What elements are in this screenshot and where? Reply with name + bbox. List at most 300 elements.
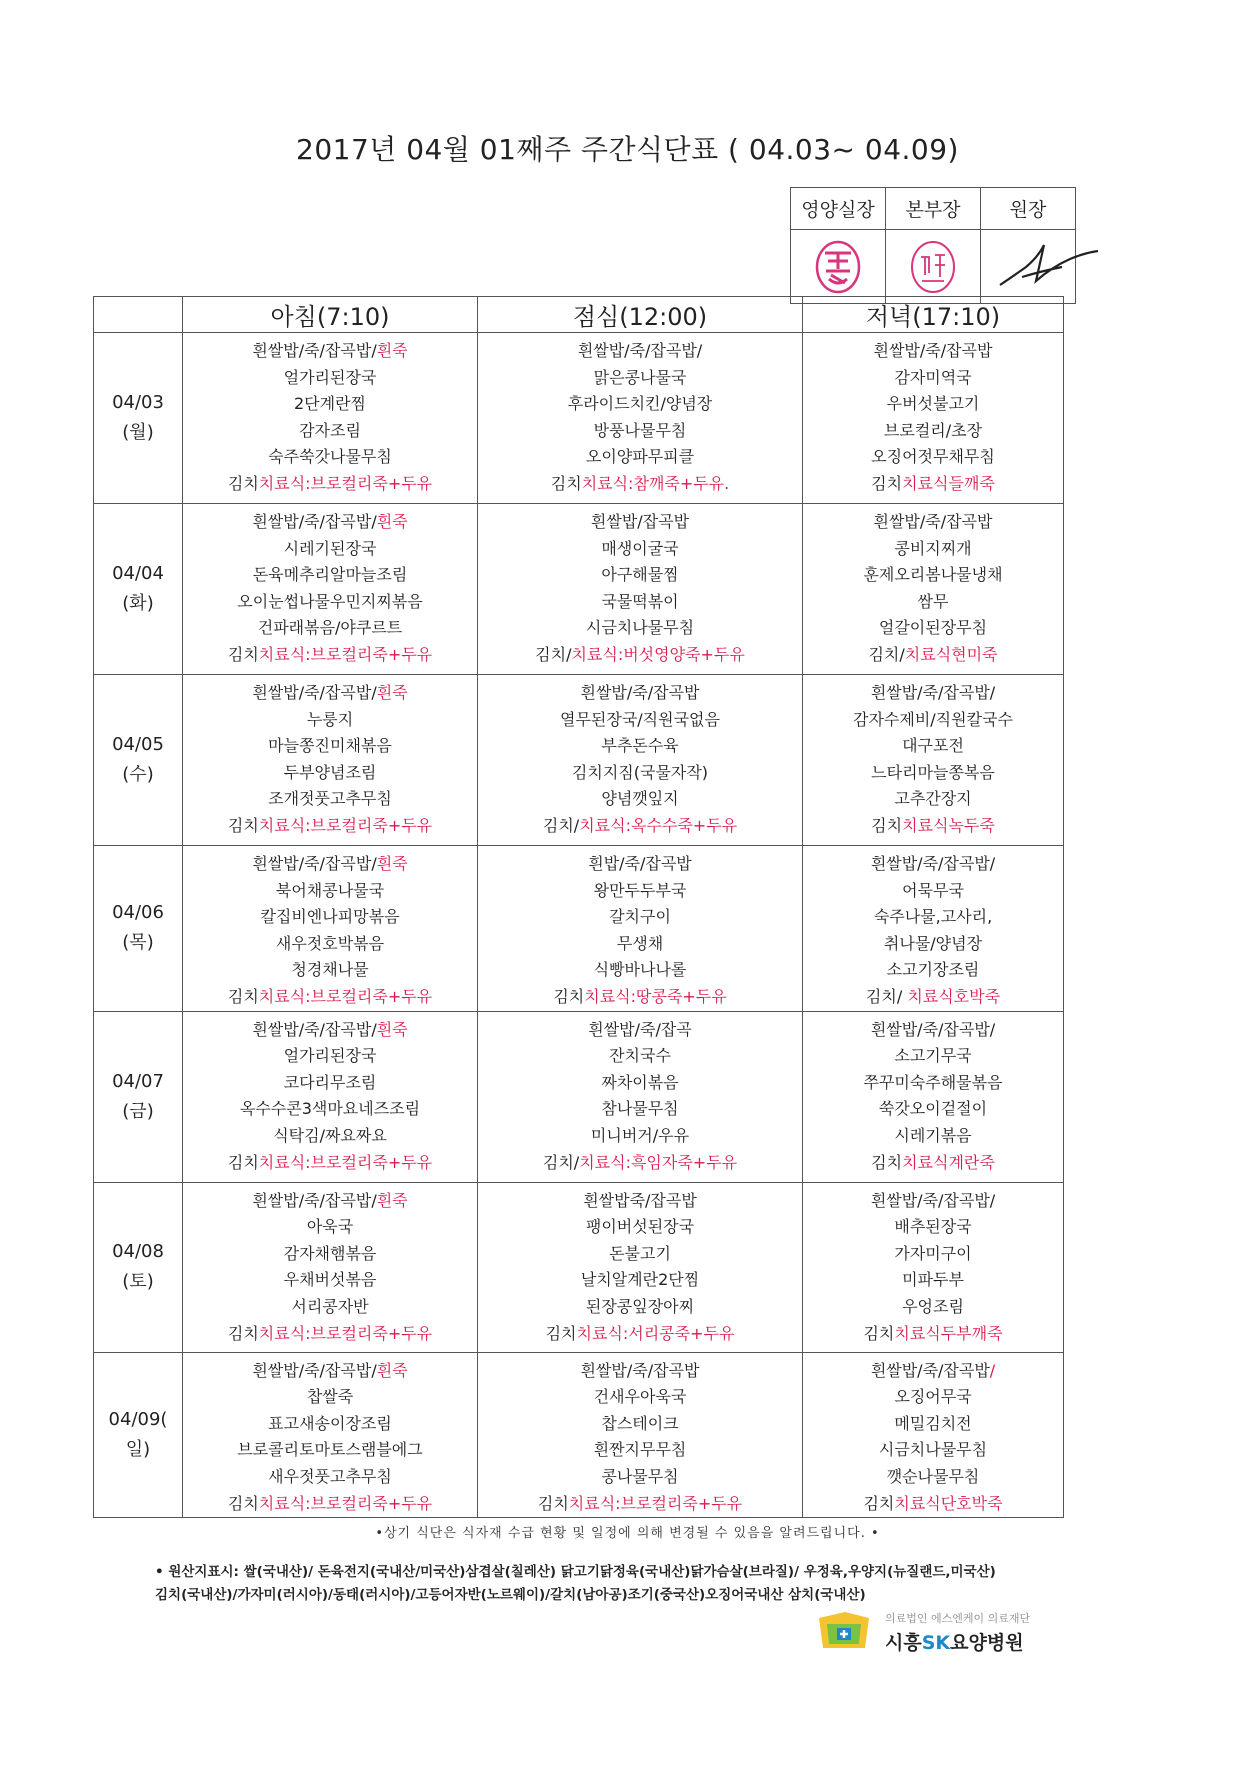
therapy-diet-text: 치료식:브로컬리죽+두유	[258, 815, 433, 835]
menu-item	[183, 1241, 477, 1268]
menu-item	[183, 1294, 477, 1321]
day-weekday: (토)	[122, 1271, 154, 1293]
therapy-diet-text: 치료식:서리콩죽+두유	[576, 1323, 735, 1343]
lunch-cell	[478, 846, 803, 1012]
menu-text: 김치	[553, 986, 585, 1006]
menu-item	[803, 615, 1063, 642]
menu-text: 2단계란찜	[293, 394, 366, 414]
menu-item	[478, 680, 802, 707]
menu-text: 짜차이볶음	[601, 1072, 679, 1092]
menu-text: 우채버섯볶음	[283, 1270, 377, 1290]
menu-text: 부추돈수육	[601, 736, 679, 756]
menu-item	[183, 786, 477, 813]
dinner-cell	[803, 1182, 1064, 1352]
menu-item	[803, 1241, 1063, 1268]
menu-item	[478, 1017, 802, 1044]
menu-item	[478, 1464, 802, 1491]
menu-item	[803, 957, 1063, 984]
menu-item	[478, 562, 802, 589]
menu-item	[803, 1294, 1063, 1321]
menu-text: 식탁김/짜요짜요	[273, 1125, 387, 1145]
therapy-diet-text: 흰죽	[376, 854, 408, 873]
menu-item	[183, 1214, 477, 1241]
dinner-cell	[803, 675, 1064, 846]
dinner-cell	[803, 1011, 1064, 1182]
day-date: 04/06	[112, 902, 164, 924]
breakfast-cell	[183, 1011, 478, 1182]
menu-text: 김치/	[542, 815, 580, 835]
menu-text: 찹스테이크	[601, 1413, 679, 1433]
menu-item	[803, 1411, 1063, 1438]
menu-change-notice: •상기 식단은 식자재 수급 현황 및 일정에 의해 변경될 수 있음을 알려드립니다. •	[375, 1526, 880, 1541]
day-date: 04/04	[112, 563, 164, 584]
menu-item	[803, 391, 1063, 418]
menu-text: 김치	[871, 473, 903, 493]
dinner-cell	[803, 504, 1064, 675]
therapy-diet-text: 치료식:흑임자죽+두유	[579, 1152, 738, 1172]
menu-text: 후라이드치킨/양념장	[567, 394, 713, 414]
menu-text: 맑은콩나물국	[593, 367, 687, 387]
menu-text: 참나물무침	[601, 1099, 679, 1119]
menu-item	[478, 733, 802, 760]
menu-text: 배추된장국	[894, 1217, 972, 1237]
dinner-cell	[803, 846, 1064, 1012]
approval-sign-head	[981, 230, 1076, 304]
menu-item	[478, 851, 802, 878]
menu-item	[183, 707, 477, 734]
menu-item	[803, 1188, 1063, 1215]
sk-logo-icon	[815, 1608, 873, 1654]
menu-item	[183, 1384, 477, 1411]
day-weekday: (월)	[122, 422, 154, 443]
table-row	[94, 1352, 1064, 1518]
therapy-diet-text: 치료식:브로컬리죽+두유	[258, 1493, 433, 1513]
menu-item	[478, 1150, 802, 1177]
menu-text: 누룽지	[306, 709, 354, 729]
menu-text: 소고기무국	[894, 1046, 972, 1066]
menu-item	[183, 589, 477, 616]
menu-text: 느타리마늘쫑복음	[871, 762, 995, 782]
menu-text: 흰쌀밥/죽/잡곡밥/	[252, 341, 377, 360]
menu-item	[478, 984, 802, 1011]
menu-item	[478, 904, 802, 931]
approval-header-head: 원장	[981, 188, 1076, 230]
menu-text: 흰쌀밥/죽/잡곡밥/	[252, 1360, 377, 1380]
menu-text: 미니버거/우유	[590, 1125, 690, 1145]
menu-item	[183, 1070, 477, 1097]
therapy-diet-text: 치료식호박죽	[907, 986, 1001, 1006]
day-date: 04/07	[112, 1070, 164, 1092]
therapy-diet-text: 치료식:브로컬리죽+두유	[568, 1493, 743, 1513]
menu-text: 얼갈이된장무침	[878, 618, 988, 638]
approval-box	[790, 187, 1076, 304]
menu-item	[803, 1267, 1063, 1294]
day-date: 04/03	[112, 392, 164, 413]
menu-text: 김치	[227, 1323, 259, 1343]
menu-text: 무생채	[616, 933, 664, 953]
menu-text: 김치	[871, 1152, 903, 1172]
menu-item	[803, 1437, 1063, 1464]
menu-text: 소고기장조림	[886, 960, 980, 980]
menu-item	[183, 1411, 477, 1438]
logo-hospital-name	[885, 1628, 1024, 1655]
menu-item	[183, 878, 477, 905]
menu-text: 흰쌀밥/죽/잡곡밥	[580, 683, 700, 702]
menu-text: 흰쌀밥/죽/잡곡밥/	[870, 683, 996, 702]
menu-text: 김치	[227, 1152, 259, 1172]
menu-text: 김치	[871, 815, 903, 835]
menu-text: 어묵무국	[902, 880, 964, 900]
menu-text: 김치/	[535, 644, 572, 664]
menu-text: 아욱국	[306, 1217, 354, 1237]
menu-item	[183, 1358, 477, 1385]
menu-item	[803, 589, 1063, 616]
menu-text: 왕만두두부국	[593, 880, 687, 900]
therapy-diet-text: 흰죽	[376, 683, 408, 702]
day-date-cell	[94, 1011, 183, 1182]
menu-item	[803, 786, 1063, 813]
menu-item	[478, 1384, 802, 1411]
lunch-cell	[478, 1352, 803, 1518]
therapy-diet-text: 치료식:옥수수죽+두유	[579, 815, 738, 835]
menu-text: 날치알계란2단찜	[580, 1270, 700, 1290]
menu-text: 두부양념조림	[283, 762, 377, 782]
menu-item	[183, 1267, 477, 1294]
breakfast-cell	[183, 675, 478, 846]
menu-item	[803, 707, 1063, 734]
menu-body	[94, 333, 1064, 1518]
menu-text: 흰쌀밥/죽/잡곡밥	[870, 1360, 990, 1380]
menu-item	[478, 444, 802, 471]
day-weekday: (목)	[122, 932, 154, 954]
menu-item	[183, 957, 477, 984]
header-breakfast: 아침(7:10)	[183, 297, 478, 333]
day-weekday: (화)	[122, 593, 154, 614]
therapy-diet-text: 치료식두부깨죽	[894, 1323, 1003, 1343]
menu-item	[803, 365, 1063, 392]
menu-text: 흰쌀밥/죽/잡곡밥/	[870, 1190, 996, 1210]
breakfast-cell	[183, 333, 478, 504]
menu-text: 팽이버섯된장국	[585, 1217, 695, 1237]
menu-item	[183, 904, 477, 931]
therapy-diet-text: 치료식현미죽	[904, 644, 998, 664]
breakfast-cell	[183, 1352, 478, 1518]
menu-item	[478, 589, 802, 616]
menu-item	[803, 536, 1063, 563]
menu-text: 흰쌀밥/죽/잡곡밥/	[252, 854, 377, 873]
menu-item	[803, 1384, 1063, 1411]
menu-text: 김치	[227, 1493, 259, 1513]
seal-stamp-nutrition	[813, 239, 863, 295]
menu-item	[183, 391, 477, 418]
menu-text: 숙주나물,고사리,	[873, 907, 993, 927]
menu-item	[478, 1188, 802, 1215]
approval-header-nutrition: 영양실장	[791, 188, 886, 230]
breakfast-cell	[183, 504, 478, 675]
menu-item	[478, 1358, 802, 1385]
menu-text: 김치	[227, 986, 259, 1006]
menu-item	[183, 984, 477, 1011]
menu-text: 매생이굴국	[601, 538, 679, 558]
menu-text: 콩나물무침	[601, 1466, 679, 1486]
menu-text: 흰짠지무무침	[593, 1440, 687, 1460]
therapy-diet-text: 치료식:브로컬리죽+두유	[258, 473, 433, 493]
table-row	[94, 846, 1064, 1012]
lunch-cell	[478, 333, 803, 504]
menu-item	[478, 1123, 802, 1150]
menu-text: 흰밥/죽/잡곡밥	[588, 854, 692, 873]
menu-item	[183, 338, 477, 365]
menu-item	[803, 1358, 1063, 1385]
menu-text: 오징어무국	[894, 1387, 972, 1407]
menu-item	[478, 1267, 802, 1294]
approval-sign-nutrition	[791, 230, 886, 304]
menu-text: 돈육메추리알마늘조림	[252, 565, 408, 585]
lunch-cell	[478, 1011, 803, 1182]
menu-item	[183, 642, 477, 669]
menu-text: 코다리무조림	[283, 1072, 377, 1092]
menu-item	[183, 1043, 477, 1070]
menu-text: 취나물/양념장	[883, 933, 983, 953]
origin-label-line1: • 원산지표시: 쌀(국내산)/ 돈육전지(국내산/미국산)삼겹살(칠레산) 닭고기닭정육(국내산)닭가슴살(브라질)/ 우정육,우양지(뉴질랜드,미국산)	[155, 1564, 996, 1580]
menu-text: 김치	[227, 815, 259, 835]
menu-item	[478, 1321, 802, 1348]
table-row	[94, 1011, 1064, 1182]
menu-text: 흰쌀밥/죽/잡곡밥	[873, 512, 993, 531]
menu-item	[183, 1491, 477, 1518]
menu-text: 메밀김치전	[894, 1413, 972, 1433]
menu-item	[183, 931, 477, 958]
menu-item	[183, 1150, 477, 1177]
menu-text: 쑥갓오이겉절이	[878, 1099, 988, 1119]
menu-item	[478, 391, 802, 418]
menu-item	[478, 760, 802, 787]
menu-item	[183, 615, 477, 642]
menu-text: 감자조림	[299, 420, 361, 440]
day-date: 04/05	[112, 734, 164, 755]
menu-text: 감자수제비/직원칼국수	[853, 709, 1013, 729]
logo-name-sk: SK	[921, 1632, 951, 1654]
menu-text: 흰쌀밥/죽/잡곡밥	[873, 341, 993, 360]
menu-item	[478, 1096, 802, 1123]
menu-item	[183, 444, 477, 471]
menu-item	[803, 1123, 1063, 1150]
menu-text: 김치	[537, 1493, 569, 1513]
therapy-diet-text: /	[989, 1360, 996, 1380]
menu-text: 감자미역국	[894, 367, 972, 387]
menu-text: 표고새송이장조림	[268, 1413, 392, 1433]
menu-item	[183, 1188, 477, 1215]
menu-text: 건파래볶음/야쿠르트	[257, 618, 403, 638]
menu-item	[478, 957, 802, 984]
menu-text: 오징어젓무채무침	[871, 447, 995, 467]
menu-item	[183, 1096, 477, 1123]
menu-text: 시레기볶음	[894, 1125, 972, 1145]
menu-item	[803, 851, 1063, 878]
menu-item	[803, 1096, 1063, 1123]
menu-item	[478, 1437, 802, 1464]
menu-text: 흰쌀밥/죽/잡곡밥/	[870, 854, 996, 873]
menu-item	[183, 1321, 477, 1348]
menu-item	[478, 1043, 802, 1070]
menu-text: 브로콜리토마토스램블에그	[237, 1440, 423, 1460]
menu-item	[803, 471, 1063, 498]
menu-item	[478, 509, 802, 536]
logo-name-prefix: 시흥	[885, 1632, 922, 1654]
menu-item	[478, 1294, 802, 1321]
menu-item	[478, 1411, 802, 1438]
menu-text: 시금치나물무침	[878, 1440, 988, 1460]
menu-text: 흰쌀밥/죽/잡곡밥/	[252, 1019, 377, 1039]
menu-text: 잔치국수	[609, 1046, 671, 1066]
menu-text: 시레기된장국	[283, 538, 377, 558]
dinner-cell	[803, 333, 1064, 504]
menu-text: 국물떡볶이	[601, 591, 679, 611]
menu-item	[183, 418, 477, 445]
menu-text: 아구해물찜	[601, 565, 679, 585]
menu-item	[803, 418, 1063, 445]
menu-text: 청경채나물	[291, 960, 369, 980]
therapy-diet-text: 치료식단호박죽	[894, 1493, 1003, 1513]
lunch-cell	[478, 504, 803, 675]
menu-item	[803, 984, 1063, 1011]
menu-text: 식빵바나나롤	[593, 960, 687, 980]
menu-text: 우엉조림	[902, 1296, 964, 1316]
menu-item	[803, 680, 1063, 707]
menu-item	[478, 786, 802, 813]
menu-item	[478, 878, 802, 905]
menu-text: 열무된장국/직원국없음	[560, 709, 720, 729]
menu-item	[803, 760, 1063, 787]
menu-text: 오이양파무피클	[585, 447, 695, 467]
therapy-diet-text: 치료식계란죽	[902, 1152, 995, 1172]
therapy-diet-text: 치료식:브로컬리죽+두유	[258, 1152, 433, 1172]
therapy-diet-text: 치료식들깨죽	[902, 473, 995, 493]
breakfast-cell	[183, 846, 478, 1012]
menu-item	[803, 1321, 1063, 1348]
menu-text: 얼가리된장국	[283, 1046, 377, 1066]
day-date: 04/09(	[108, 1408, 168, 1430]
menu-item	[478, 642, 802, 669]
menu-item	[803, 878, 1063, 905]
header-lunch: 점심(12:00)	[478, 297, 803, 333]
therapy-diet-text: 흰죽	[376, 1360, 408, 1380]
lunch-cell	[478, 675, 803, 846]
menu-text: 흰쌀밥/죽/잡곡밥/	[577, 341, 703, 360]
menu-text: 방풍나물무침	[593, 420, 687, 440]
menu-text: 갈치구이	[609, 907, 671, 927]
day-date: 04/08	[112, 1241, 164, 1263]
menu-item	[803, 1043, 1063, 1070]
menu-text: 훈제오리봄나물냉채	[863, 565, 1003, 585]
breakfast-cell	[183, 1182, 478, 1352]
menu-text: 새우젓풋고추무침	[268, 1466, 392, 1486]
menu-text: 가자미구이	[894, 1243, 972, 1263]
dinner-cell	[803, 1352, 1064, 1518]
weekly-menu-table	[93, 296, 1064, 1518]
menu-item	[803, 338, 1063, 365]
menu-text: 대구포전	[902, 736, 964, 756]
logo-name-suffix: 요양병원	[950, 1632, 1024, 1654]
therapy-diet-text: 치료식:브로컬리죽+두유	[258, 986, 433, 1006]
table-row	[94, 333, 1064, 504]
menu-text: 감자채햄볶음	[283, 1243, 377, 1263]
menu-text: 쌈무	[917, 591, 949, 611]
menu-text: 흰쌀밥죽/잡곡밥	[583, 1190, 697, 1210]
therapy-diet-text: 흰죽	[376, 341, 408, 360]
menu-item	[183, 760, 477, 787]
header-dinner: 저녁(17:10)	[803, 297, 1064, 333]
menu-item	[478, 338, 802, 365]
menu-text: 콩비지찌개	[894, 538, 972, 558]
lunch-cell	[478, 1182, 803, 1352]
menu-item	[183, 365, 477, 392]
menu-item	[183, 562, 477, 589]
approval-header-director: 본부장	[886, 188, 981, 230]
menu-item	[803, 1491, 1063, 1518]
menu-item	[183, 1017, 477, 1044]
menu-text: 북어채콩나물국	[275, 880, 385, 900]
menu-text: 김치	[545, 1323, 577, 1343]
menu-text: 시금치나물무침	[585, 618, 695, 638]
menu-text: 된장콩잎장아찌	[585, 1296, 695, 1316]
menu-text: 미파두부	[902, 1270, 964, 1290]
menu-item	[803, 642, 1063, 669]
menu-item	[478, 707, 802, 734]
page-title: 2017년 04월 01째주 주간식단표 ( 04.03~ 04.09)	[296, 133, 959, 166]
menu-text: 깻순나물무침	[886, 1466, 980, 1486]
hospital-logo	[815, 1608, 1055, 1658]
header-corner	[94, 297, 183, 333]
menu-item	[183, 1464, 477, 1491]
menu-text: 고추간장지	[894, 789, 972, 809]
therapy-diet-text: 치료식녹두죽	[902, 815, 995, 835]
menu-item	[478, 1214, 802, 1241]
menu-item	[803, 1070, 1063, 1097]
day-date-cell	[94, 846, 183, 1012]
menu-text: 김치	[227, 473, 259, 493]
menu-item	[478, 931, 802, 958]
menu-item	[478, 418, 802, 445]
menu-text: 서리콩자반	[291, 1296, 369, 1316]
table-row	[94, 1182, 1064, 1352]
origin-label-line2: 김치(국내산)/가자미(러시아)/동태(러시아)/고등어자반(노르웨이)/갈치(남아공)조기(중국산)오징어국내산 삼치(국내산)	[155, 1587, 866, 1603]
menu-item	[803, 1464, 1063, 1491]
approval-sign-director	[886, 230, 981, 304]
menu-item	[803, 444, 1063, 471]
therapy-diet-text: 치료식:브로컬리죽+두유	[258, 1323, 433, 1343]
menu-text: 조개젓풋고추무침	[268, 789, 392, 809]
menu-item	[803, 1017, 1063, 1044]
menu-item	[478, 471, 802, 498]
menu-item	[803, 813, 1063, 840]
menu-text: 김치	[550, 473, 582, 493]
menu-text: 돈불고기	[609, 1243, 671, 1263]
menu-text: 새우젓호박볶음	[275, 933, 385, 953]
menu-text: 김치/	[868, 644, 905, 664]
menu-item	[803, 733, 1063, 760]
menu-item	[183, 1123, 477, 1150]
day-date-cell	[94, 675, 183, 846]
table-row	[94, 675, 1064, 846]
menu-item	[183, 471, 477, 498]
day-date-cell	[94, 1352, 183, 1518]
menu-text: 건새우아욱국	[593, 1387, 687, 1407]
logo-foundation-name: 의료법인 에스엔케이 의료재단	[885, 1612, 1031, 1625]
table-row	[94, 504, 1064, 675]
menu-item	[183, 536, 477, 563]
therapy-diet-text: 흰죽	[376, 1190, 408, 1210]
